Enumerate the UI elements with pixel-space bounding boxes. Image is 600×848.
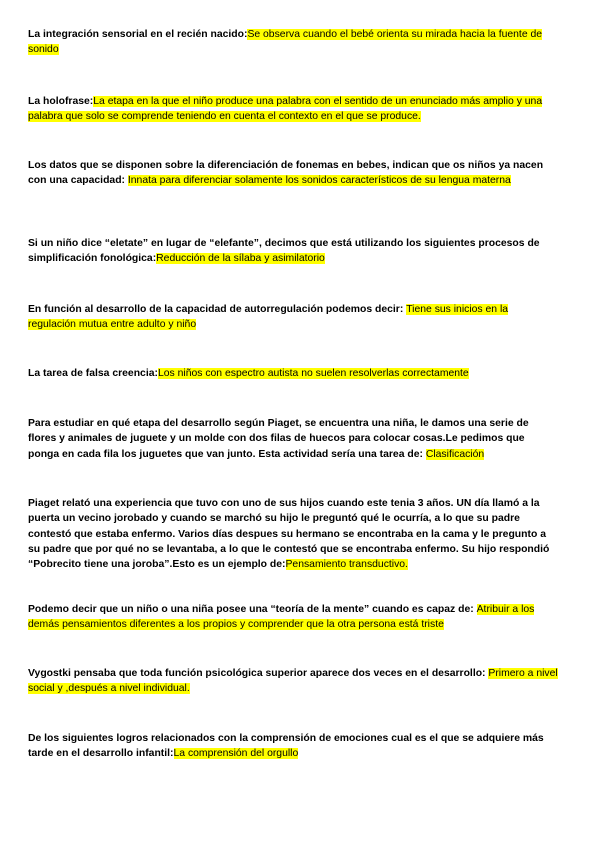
qa-item-1 [28,27,558,58]
highlighted-answer: Primero a nivel social y ,después a nivel individual. [28,668,558,695]
highlighted-answer: La etapa en la que el niño produce una palabra con el sentido de un enunciado más amplio y una palabra que solo se comprende teniendo en cuenta el contexto en el que se produce. [28,96,543,123]
qa-item-3 [28,158,558,189]
highlighted-answer: Pensamiento transductivo. [285,559,408,571]
qa-item-9 [28,602,558,633]
qa-item-11 [28,731,558,762]
question-text: Piaget relató una experiencia que tuvo con uno de sus hijos cuando este tenia 3 años. UN día llamó a la puerta un vecino jorobado y cuando se marchó su hijo le preguntó qué le ocurría, a lo que su padre contestó que estaba enfermo. Varios días despues su hermano se encontraba en la cama y le pregunto a su padre que por qué no se levantaba, a lo que le contestó que se encontraba enfermo. Su hijo respondió “Pobrecito tiene una joroba”.Esto es un ejemplo de: [28,498,550,571]
qa-item-10 [28,666,558,697]
highlighted-answer: Clasificación [425,448,485,460]
question-text: En función al desarrollo de la capacidad de autorregulación podemos decir: [28,304,407,315]
question-text: La holofrase: [28,96,94,107]
highlighted-answer: La comprensión del orgullo [173,748,299,760]
question-text: De los siguientes logros relacionados con la comprensión de emociones cual es el que se adquiere más tarde en el desarrollo infantil: [28,733,544,760]
highlighted-answer: Atribuir a los demás pensamientos diferentes a los propios y comprender que la otra persona está triste [28,604,535,631]
qa-item-8 [28,496,558,572]
highlighted-answer: Tiene sus inicios en la regulación mutua entre adulto y niño [28,304,509,331]
qa-item-7 [28,416,558,462]
highlighted-answer: Reducción de la sílaba y asimilatorio [156,253,325,265]
highlighted-answer: Innata para diferenciar solamente los sonidos característicos de su lengua materna [127,175,511,187]
qa-item-6 [28,366,558,381]
highlighted-answer: Los niños con espectro autista no suelen resolverlas correctamente [157,368,469,379]
qa-item-2 [28,94,558,125]
question-text: Vygostki pensaba que toda función psicológica superior aparece dos veces en el desarrollo: [28,668,489,679]
qa-item-5 [28,302,558,333]
question-text: La integración sensorial en el recién nacido: [28,29,248,40]
question-text: Si un niño dice “eletate” en lugar de “elefante”, decimos que está utilizando los siguientes procesos de simplificación fonológica: [28,238,540,265]
question-text: Para estudiar en qué etapa del desarrollo según Piaget, se encuentra una niña, le damos una serie de flores y animales de juguete y un molde con dos filas de huecos para colocar cosas.Le pedimos que ponga en cada fila los juguetes que van junto. Esta actividad sería una tarea de: [28,418,529,460]
question-text: La tarea de falsa creencia: [28,368,158,379]
question-text: Los datos que se disponen sobre la diferenciación de fonemas en bebes, indican que os niños ya nacen con una capacidad: [28,160,544,187]
highlighted-answer: Se observa cuando el bebé orienta su mirada hacia la fuente de sonido [28,29,543,56]
qa-item-4 [28,236,558,267]
question-text: Podemo decir que un niño o una niña posee una “teoría de la mente” cuando es capaz de: [28,604,477,615]
